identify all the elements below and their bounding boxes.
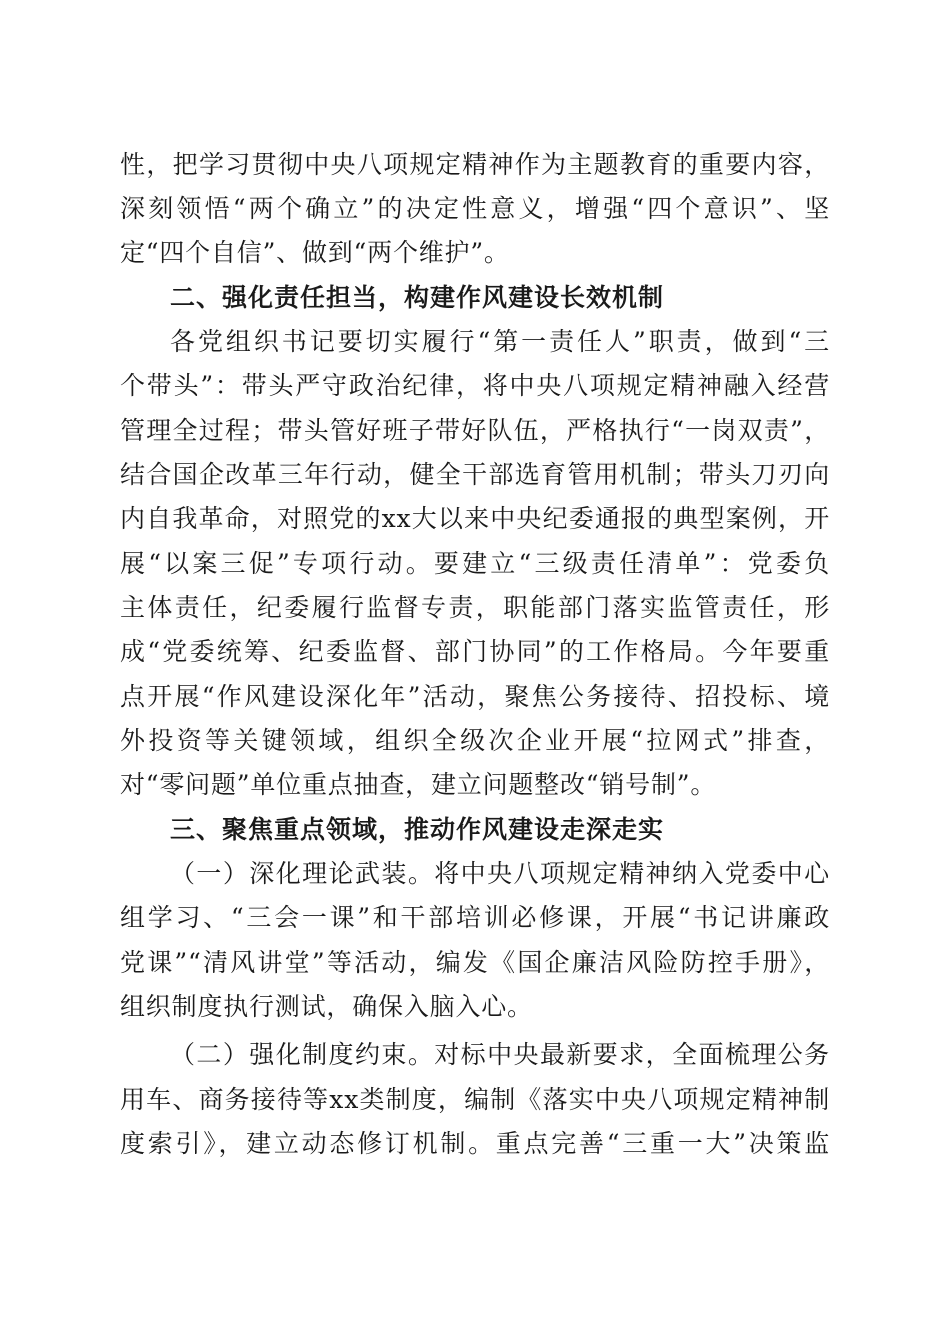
body-text-line: 定“四个自信”、做到“两个维护”。 [120, 238, 510, 267]
body-text-line: 结合国企改革三年行动，健全干部选育管用机制；带头刀刃向 [120, 460, 830, 489]
body-text-line: 管理全过程；带头管好班子带好队伍，严格执行“一岗双责”， [120, 416, 830, 445]
body-text-line: 外投资等关键领域，组织全级次企业开展“拉网式”排查， [120, 726, 830, 755]
body-text-line: 用车、商务接待等xx类制度，编制《落实中央八项规定精神制 [120, 1085, 830, 1114]
body-text-line: 度索引》，建立动态修订机制。重点完善“三重一大”决策监 [120, 1129, 830, 1158]
body-text-line: （二）强化制度约束。对标中央最新要求，全面梳理公务 [170, 1040, 830, 1069]
section-heading: 二、强化责任担当，构建作风建设长效机制 [170, 283, 665, 312]
body-text-line: 对“零问题”单位重点抽查，建立问题整改“销号制”。 [120, 770, 717, 799]
body-text-line: （一）深化理论武装。将中央八项规定精神纳入党委中心 [170, 859, 830, 888]
body-text-line: 个带头”：带头严守政治纪律，将中央八项规定精神融入经营 [120, 371, 830, 400]
body-text-line: 内自我革命，对照党的xx大以来中央纪委通报的典型案例，开 [120, 504, 830, 533]
body-text-line: 展“以案三促”专项行动。要建立“三级责任清单”：党委负 [120, 549, 830, 578]
body-text-line: 点开展“作风建设深化年”活动，聚焦公务接待、招投标、境 [120, 682, 830, 711]
body-text-line: 主体责任，纪委履行监督专责，职能部门落实监管责任，形 [120, 593, 830, 622]
body-text-line: 成“党委统筹、纪委监督、部门协同”的工作格局。今年要重 [120, 637, 830, 666]
body-text-line: 性，把学习贯彻中央八项规定精神作为主题教育的重要内容， [120, 150, 830, 179]
section-heading: 三、聚焦重点领域，推动作风建设走深走实 [170, 815, 665, 844]
body-text-line: 深刻领悟“两个确立”的决定性意义，增强“四个意识”、坚 [120, 194, 830, 223]
body-text-line: 组织制度执行测试，确保入脑入心。 [120, 992, 533, 1021]
body-text-line: 党课”“清风讲堂”等活动，编发《国企廉洁风险防控手册》， [120, 948, 830, 977]
body-text-line: 各党组织书记要切实履行“第一责任人”职责，做到“三 [170, 327, 830, 356]
body-text-line: 组学习、“三会一课”和干部培训必修课，开展“书记讲廉政 [120, 903, 830, 932]
